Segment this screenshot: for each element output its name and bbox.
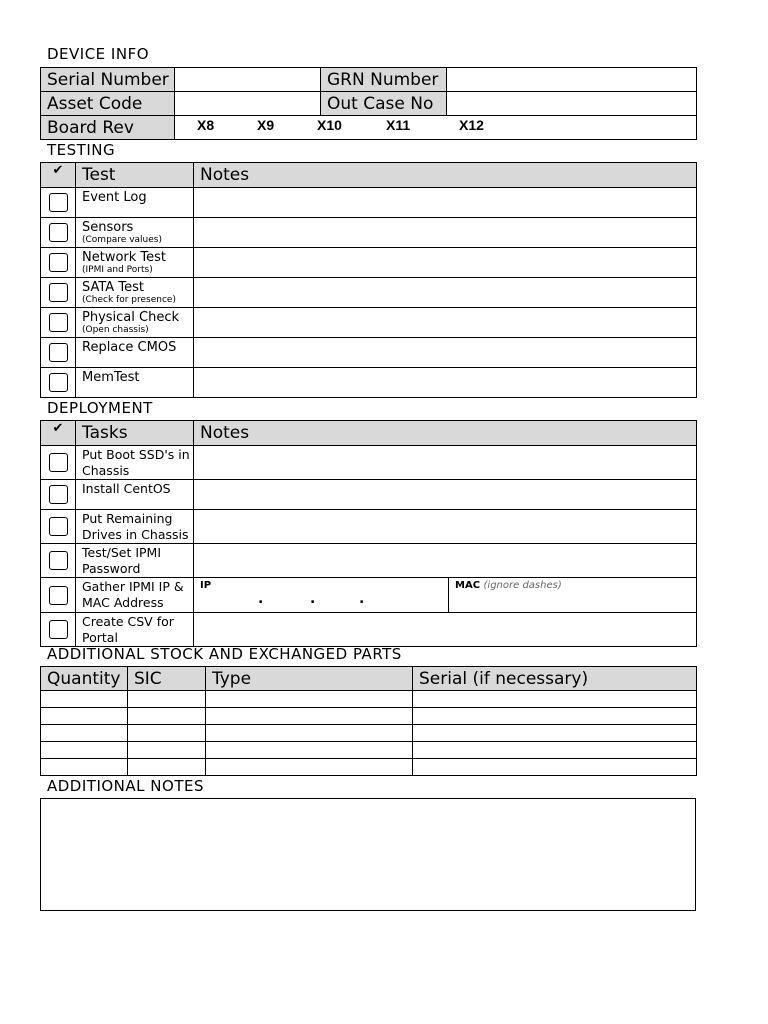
table-cell[interactable] bbox=[41, 742, 128, 759]
task-label: Test/Set IPMI Password bbox=[76, 544, 194, 578]
board-rev-x9[interactable]: X9 bbox=[257, 117, 275, 133]
ip-dot: . bbox=[359, 591, 365, 607]
test-notes-field[interactable] bbox=[194, 188, 697, 218]
table-cell[interactable] bbox=[206, 725, 413, 742]
ip-label: IP bbox=[200, 580, 212, 591]
test-label: Physical Check (Open chassis) bbox=[76, 308, 194, 338]
asset-code-field[interactable] bbox=[175, 92, 321, 116]
out-case-no-label: Out Case No bbox=[321, 92, 447, 116]
testing-title: TESTING bbox=[47, 141, 116, 159]
stock-title: ADDITIONAL STOCK AND EXCHANGED PARTS bbox=[47, 645, 402, 663]
task-row bbox=[41, 446, 697, 480]
table-cell[interactable] bbox=[128, 725, 206, 742]
asset-code-label: Asset Code bbox=[41, 92, 175, 116]
table-cell[interactable] bbox=[128, 759, 206, 776]
test-label: Sensors (Compare values) bbox=[76, 218, 194, 248]
task-notes-field[interactable] bbox=[194, 613, 697, 647]
notes-title: ADDITIONAL NOTES bbox=[47, 777, 204, 795]
table-cell[interactable] bbox=[206, 691, 413, 708]
testing-notes-header: Notes bbox=[194, 163, 697, 188]
grn-number-label: GRN Number bbox=[321, 68, 447, 92]
test-checkbox[interactable] bbox=[41, 308, 76, 338]
device-info-title: DEVICE INFO bbox=[47, 45, 150, 63]
task-notes-field[interactable] bbox=[194, 480, 697, 510]
stock-serial-header: Serial (if necessary) bbox=[413, 667, 697, 691]
task-checkbox[interactable] bbox=[41, 613, 76, 647]
table-cell[interactable] bbox=[206, 708, 413, 725]
test-row bbox=[41, 308, 697, 338]
task-label: Put Remaining Drives in Chassis bbox=[76, 510, 194, 544]
table-row bbox=[41, 691, 697, 708]
test-row bbox=[41, 368, 697, 398]
table-cell[interactable] bbox=[206, 742, 413, 759]
ip-dot: . bbox=[258, 591, 264, 607]
deployment-tasks-header: Tasks bbox=[76, 421, 194, 446]
task-checkbox[interactable] bbox=[41, 446, 76, 480]
test-label: Event Log bbox=[76, 188, 194, 218]
task-row bbox=[41, 578, 697, 613]
deployment-notes-header: Notes bbox=[194, 421, 697, 446]
table-cell[interactable] bbox=[413, 725, 697, 742]
test-checkbox[interactable] bbox=[41, 338, 76, 368]
test-row bbox=[41, 278, 697, 308]
table-cell[interactable] bbox=[41, 759, 128, 776]
task-notes-field[interactable] bbox=[194, 446, 697, 480]
testing-test-header: Test bbox=[76, 163, 194, 188]
table-cell[interactable] bbox=[41, 691, 128, 708]
out-case-no-field[interactable] bbox=[447, 92, 697, 116]
test-label: Replace CMOS bbox=[76, 338, 194, 368]
table-row bbox=[41, 742, 697, 759]
deployment-title: DEPLOYMENT bbox=[47, 399, 153, 417]
stock-quantity-header: Quantity bbox=[41, 667, 128, 691]
table-cell[interactable] bbox=[41, 708, 128, 725]
test-label: MemTest bbox=[76, 368, 194, 398]
task-checkbox[interactable] bbox=[41, 480, 76, 510]
task-checkbox[interactable] bbox=[41, 578, 76, 613]
task-label: Put Boot SSD's in Chassis bbox=[76, 446, 194, 480]
stock-sic-header: SIC bbox=[128, 667, 206, 691]
task-notes-field[interactable] bbox=[194, 510, 697, 544]
test-row bbox=[41, 248, 697, 278]
table-cell[interactable] bbox=[413, 708, 697, 725]
task-checkbox[interactable] bbox=[41, 544, 76, 578]
task-label: Install CentOS bbox=[76, 480, 194, 510]
stock-table bbox=[40, 666, 697, 776]
ip-dot: . bbox=[310, 591, 316, 607]
test-label: Network Test (IPMI and Ports) bbox=[76, 248, 194, 278]
deployment-table bbox=[40, 420, 697, 647]
deployment-check-header: ✔ bbox=[41, 421, 76, 446]
mac-address-field[interactable] bbox=[449, 578, 697, 613]
test-checkbox[interactable] bbox=[41, 248, 76, 278]
board-rev-x8[interactable]: X8 bbox=[197, 117, 215, 133]
test-notes-field[interactable] bbox=[194, 368, 697, 398]
table-cell[interactable] bbox=[413, 691, 697, 708]
serial-number-field[interactable] bbox=[175, 68, 321, 92]
test-label: SATA Test (Check for presence) bbox=[76, 278, 194, 308]
task-label: Create CSV for Portal bbox=[76, 613, 194, 647]
serial-number-label: Serial Number bbox=[41, 68, 175, 92]
stock-type-header: Type bbox=[206, 667, 413, 691]
grn-number-field[interactable] bbox=[447, 68, 697, 92]
testing-check-header: ✔ bbox=[41, 163, 76, 188]
board-rev-x12[interactable]: X12 bbox=[459, 117, 484, 133]
table-row bbox=[41, 708, 697, 725]
mac-hint: (ignore dashes) bbox=[483, 580, 562, 591]
test-notes-field[interactable] bbox=[194, 278, 697, 308]
task-label: Gather IPMI IP & MAC Address bbox=[76, 578, 194, 613]
ip-address-field[interactable] bbox=[194, 578, 449, 613]
test-row bbox=[41, 188, 697, 218]
task-row bbox=[41, 613, 697, 647]
table-cell[interactable] bbox=[128, 691, 206, 708]
device-info-table bbox=[40, 67, 697, 140]
testing-table bbox=[40, 162, 697, 398]
board-rev-x11[interactable]: X11 bbox=[386, 117, 411, 133]
table-cell[interactable] bbox=[128, 742, 206, 759]
test-checkbox[interactable] bbox=[41, 188, 76, 218]
table-row bbox=[41, 725, 697, 742]
table-cell[interactable] bbox=[206, 759, 413, 776]
board-rev-label: Board Rev bbox=[41, 116, 175, 140]
task-checkbox[interactable] bbox=[41, 510, 76, 544]
mac-label: MAC (ignore dashes) bbox=[455, 580, 562, 591]
test-notes-field[interactable] bbox=[194, 248, 697, 278]
test-row bbox=[41, 338, 697, 368]
additional-notes-box[interactable] bbox=[40, 798, 696, 911]
task-row bbox=[41, 544, 697, 578]
test-notes-field[interactable] bbox=[194, 338, 697, 368]
task-row bbox=[41, 510, 697, 544]
table-row bbox=[41, 759, 697, 776]
test-notes-field[interactable] bbox=[194, 218, 697, 248]
table-cell[interactable] bbox=[413, 759, 697, 776]
table-cell[interactable] bbox=[128, 708, 206, 725]
test-row bbox=[41, 218, 697, 248]
ip-octet-separators bbox=[194, 591, 448, 605]
test-checkbox[interactable] bbox=[41, 278, 76, 308]
test-notes-field[interactable] bbox=[194, 308, 697, 338]
board-rev-options bbox=[175, 116, 697, 140]
task-row bbox=[41, 480, 697, 510]
table-cell[interactable] bbox=[413, 742, 697, 759]
table-cell[interactable] bbox=[41, 725, 128, 742]
test-checkbox[interactable] bbox=[41, 368, 76, 398]
board-rev-x10[interactable]: X10 bbox=[317, 117, 342, 133]
test-checkbox[interactable] bbox=[41, 218, 76, 248]
task-notes-field[interactable] bbox=[194, 544, 697, 578]
